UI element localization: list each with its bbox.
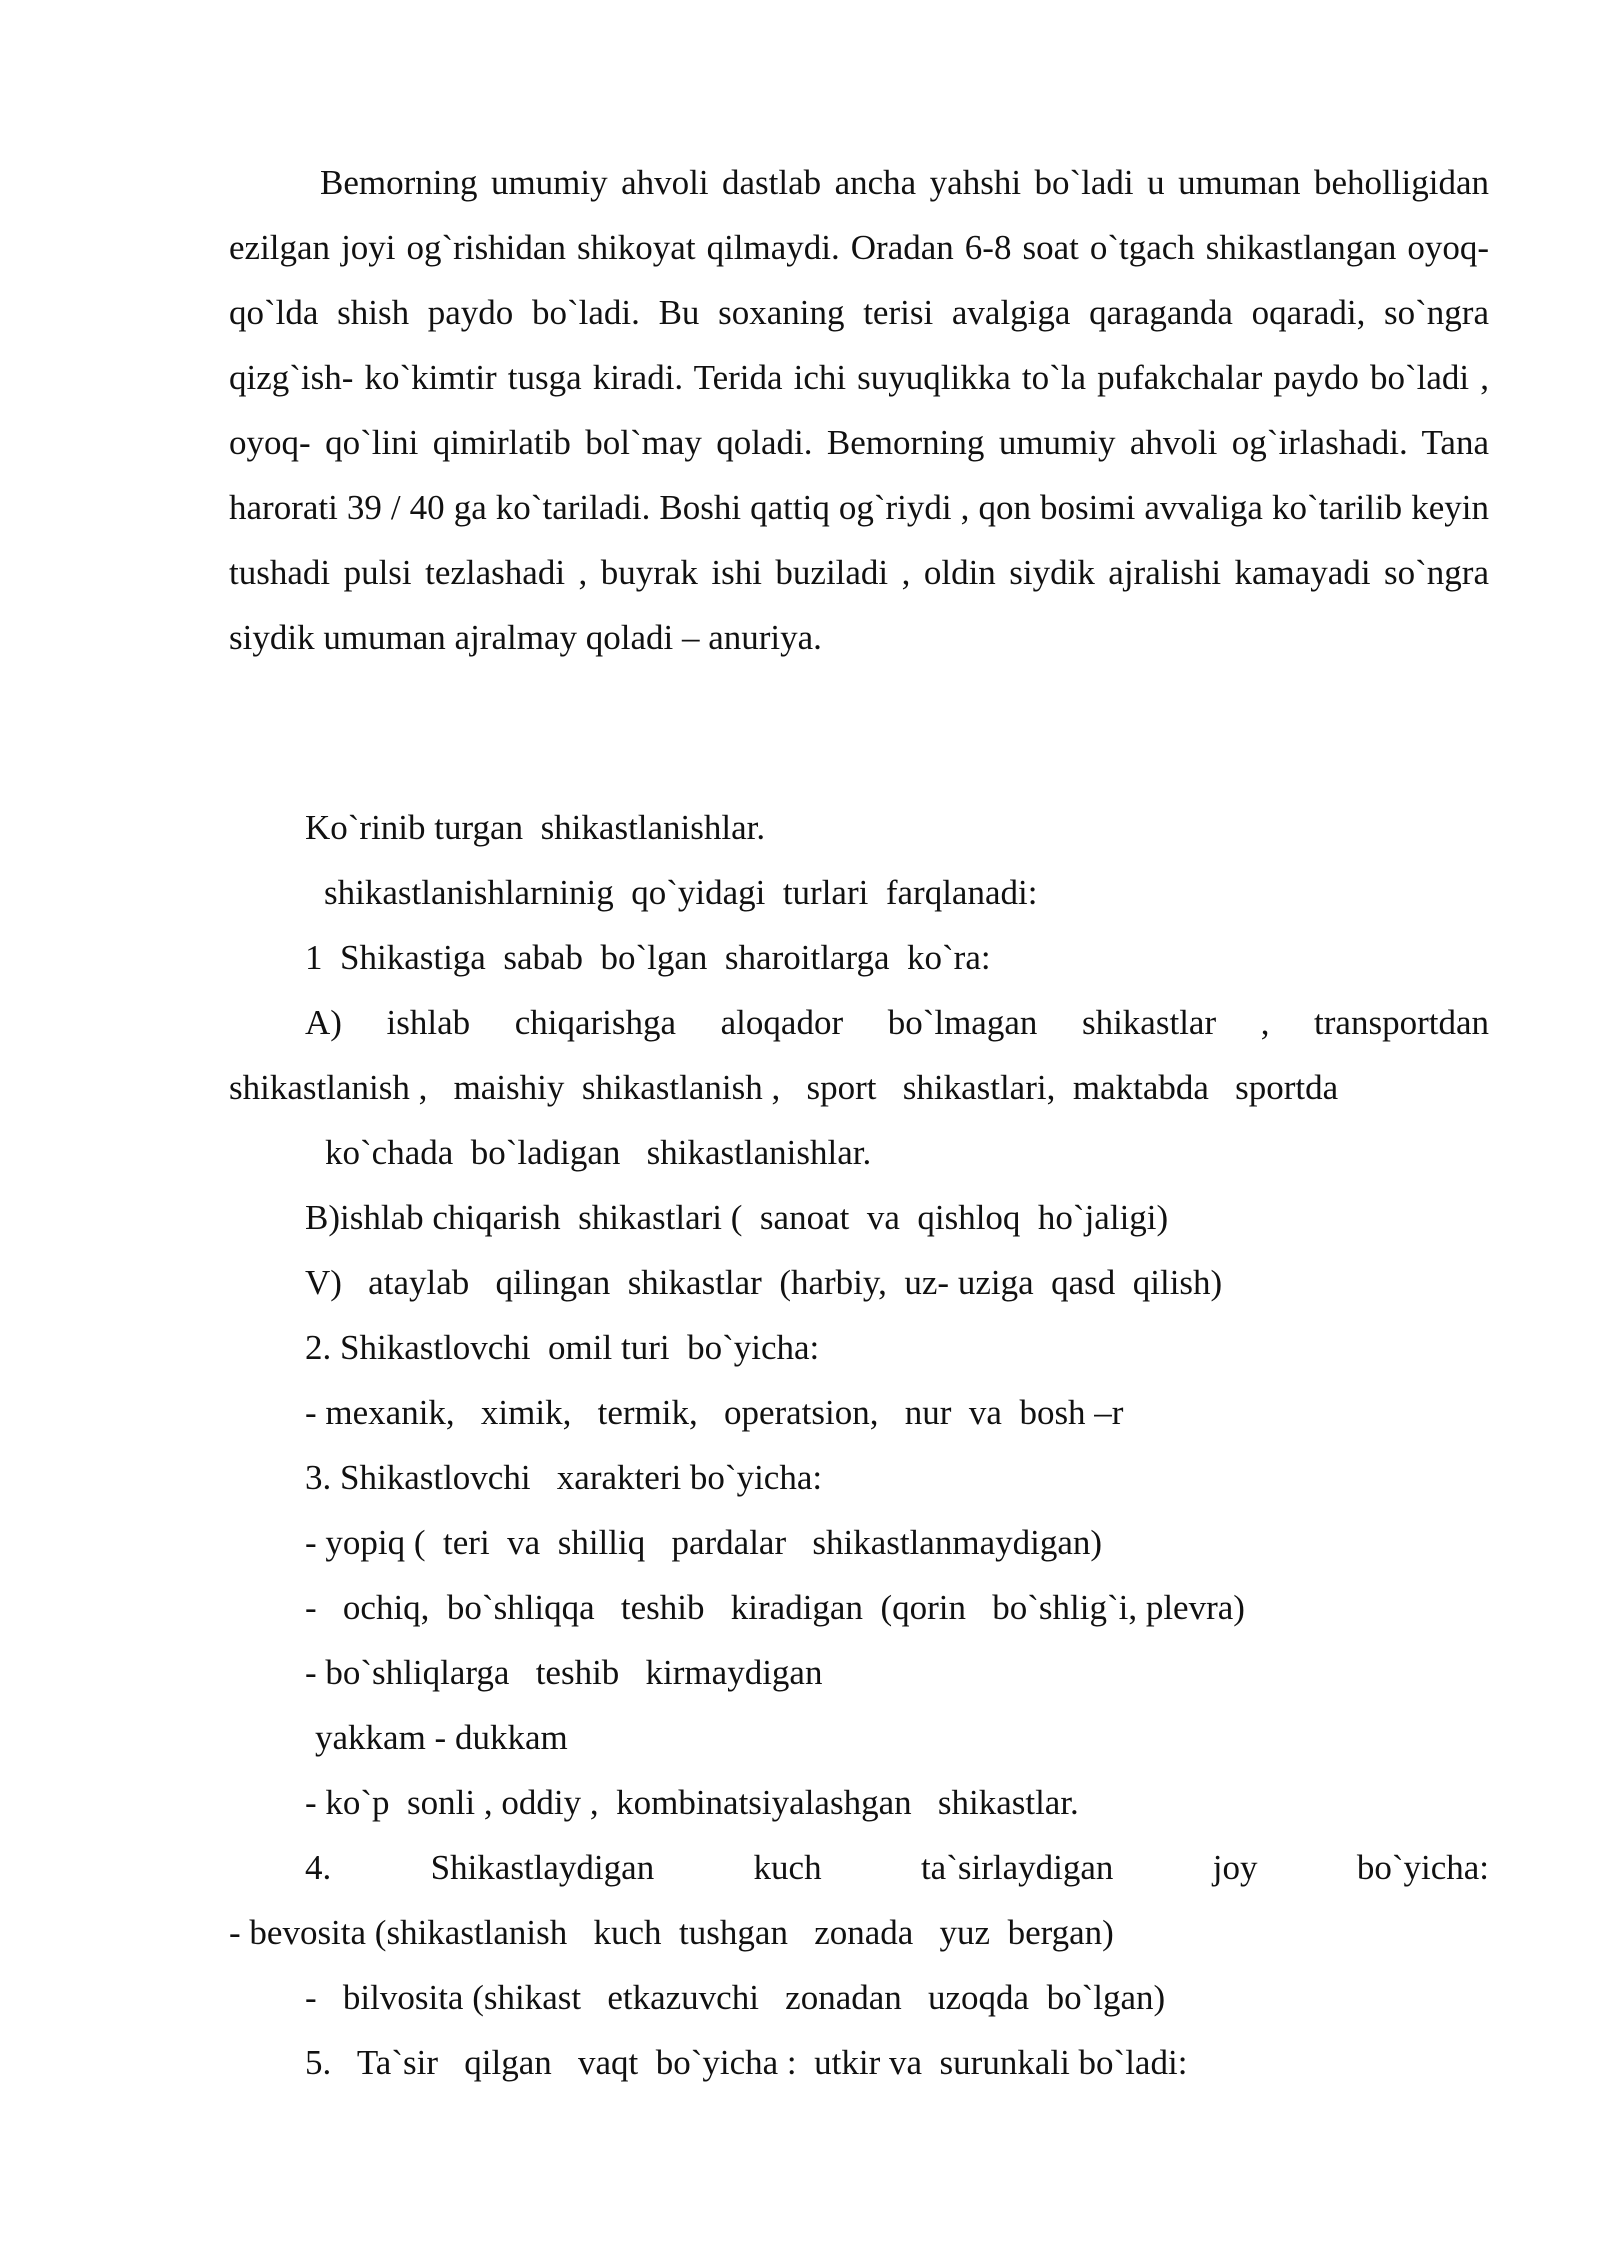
item1-heading: 1 Shikastiga sabab bo`lgan sharoitlarga ko`ra:: [305, 938, 991, 977]
section-heading: Ko`rinib turgan shikastlanishlar.: [305, 808, 766, 847]
item1-a-line1: A) ishlab chiqarishga aloqador bo`lmagan shikastlar , transportdan: [305, 1003, 1489, 1042]
item3-single: yakkam - dukkam: [315, 1718, 568, 1757]
item1-v: V) ataylab qilingan shikastlar (harbiy, uz- uziga qasd qilish): [305, 1263, 1223, 1302]
item3-heading: 3. Shikastlovchi xarakteri bo`yicha:: [305, 1458, 823, 1497]
item1-a-line3: ko`chada bo`ladigan shikastlanishlar.: [325, 1133, 872, 1172]
item2-list: - mexanik, ximik, termik, operatsion, nur va bosh –r: [305, 1393, 1124, 1432]
item4-heading: 4. Shikastlaydigan kuch ta`sirlaydigan joy bo`yicha:: [305, 1848, 1489, 1887]
item3-multiple: - ko`p sonli , oddiy , kombinatsiyalashgan shikastlar.: [305, 1783, 1079, 1822]
intro-paragraph: Bemorning umumiy ahvoli dastlab ancha yahshi bo`ladi u umuman beholligidan ezilgan joyi og`rishidan shikoyat qilmaydi. Oradan 6-8 soat o`tgach shikastlangan oyoq- qo`lda shish paydo bo`ladi. Bu soxaning terisi avalgiga qaraganda oqaradi, so`ngra qizg`ish- ko`kimtir tusga kiradi. Terida ichi suyuqlikka to`la pufakchalar paydo bo`ladi , oyoq- qo`lini qimirlatib bol`may qoladi. Bemorning umumiy ahvoli og`irlashadi. Tana harorati 39 / 40 ga ko`tariladi. Boshi qattiq og`riydi , qon bosimi avvaliga ko`tarilib keyin tushadi pulsi tezlashadi , buyrak ishi buziladi , oldin siydik ajralishi kamayadi so`ngra siydik umuman ajralmay qoladi – anuriya.: [229, 163, 1489, 657]
item3-nonpenetrating: - bo`shliqlarga teshib kirmaydigan: [305, 1653, 823, 1692]
item2-heading: 2. Shikastlovchi omil turi bo`yicha:: [305, 1328, 820, 1367]
item1-a-line2: shikastlanish , maishiy shikastlanish , sport shikastlari, maktabda sportda: [229, 1068, 1339, 1107]
item5-heading: 5. Ta`sir qilgan vaqt bo`yicha : utkir va surunkali bo`ladi:: [305, 2043, 1188, 2082]
item1-b: B)ishlab chiqarish shikastlari ( sanoat va qishloq ho`jaligi): [305, 1198, 1169, 1237]
item3-open: - ochiq, bo`shliqqa teshib kiradigan (qorin bo`shlig`i, plevra): [305, 1588, 1245, 1627]
item3-closed: - yopiq ( teri va shilliq pardalar shikastlanmaydigan): [305, 1523, 1103, 1562]
types-intro: shikastlanishlarninig qo`yidagi turlari farqlanadi:: [324, 873, 1038, 912]
item4-direct: - bevosita (shikastlanish kuch tushgan zonada yuz bergan): [229, 1913, 1114, 1952]
item4-indirect: - bilvosita (shikast etkazuvchi zonadan uzoqda bo`lgan): [305, 1978, 1166, 2017]
